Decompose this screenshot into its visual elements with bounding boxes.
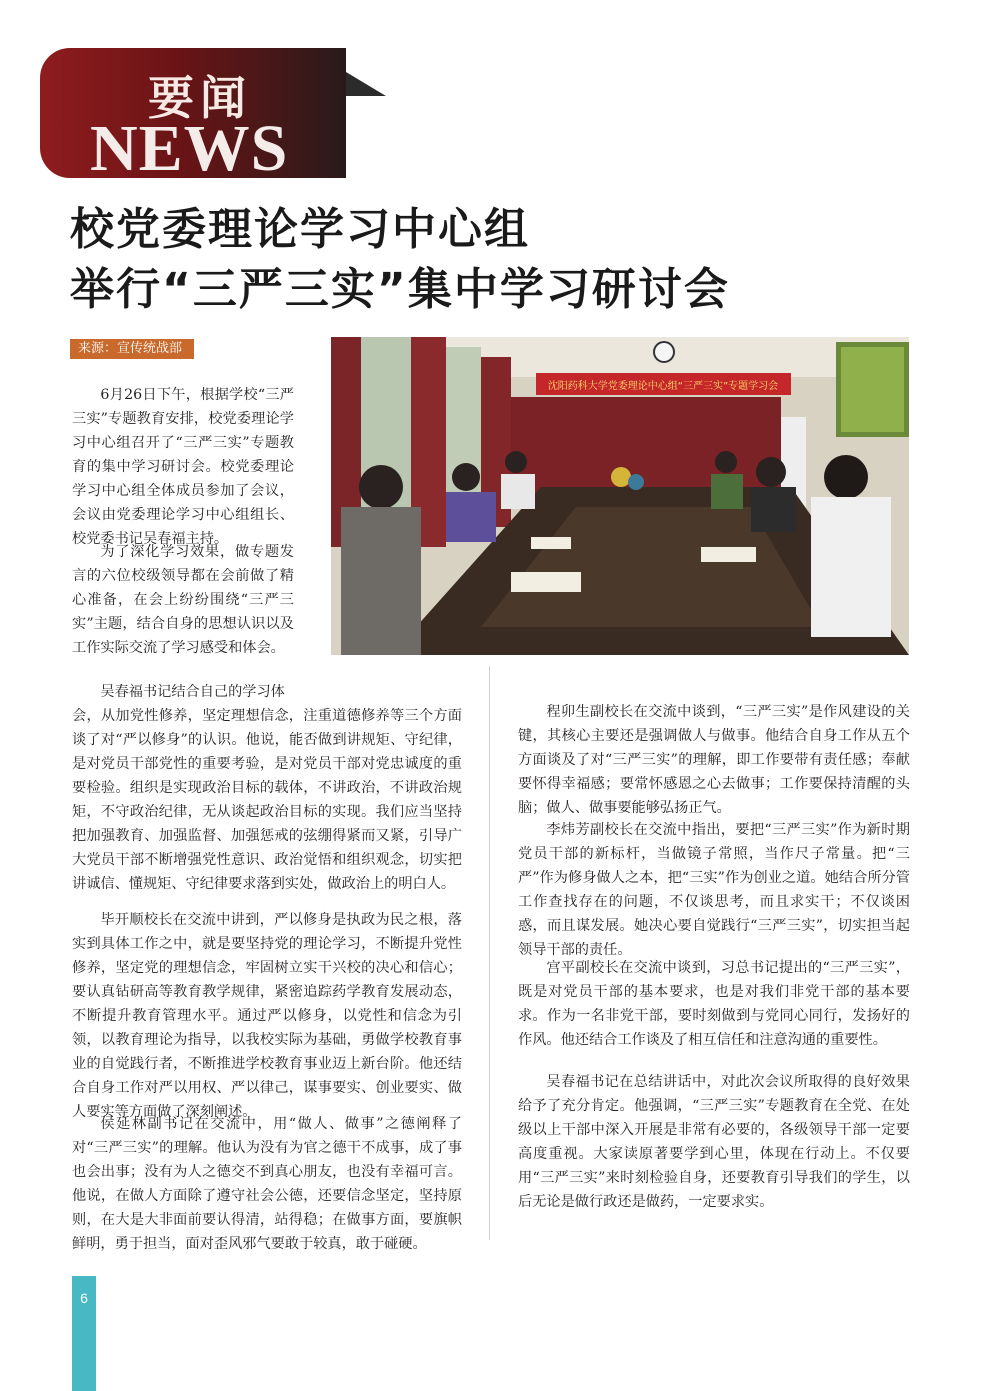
section-banner <box>40 48 346 178</box>
source-tag: 来源：宣传统战部 <box>70 339 194 359</box>
paragraph-1: 6月26日下午，根据学校“三严三实”专题教育安排，校党委理论学习中心组召开了“三严三实”专题教育的集中学习研讨会。校党委理论学习中心组全体成员参加了会议，会议由党委理论学习中心组组长、校党委书记吴春福主持。 <box>72 387 294 547</box>
page-number: 6 <box>80 1290 88 1306</box>
paragraph-7: 李炜芳副校长在交流中指出，要把“三严三实”作为新时期党员干部的新标杆，当做镜子常照，当作尺子常量。把“三严”作为修身做人之本，把“三实”作为创业之道。她结合所分管工作查找存在的问题，不仅谈思考，而且求实干；不仅谈困惑，而且谋发展。她决心要自觉践行“三严三实”，切实担当起领导干部的责任。 <box>518 822 910 958</box>
paragraph-4: 毕开顺校长在交流中讲到，严以修身是执政为民之根，落实到具体工作之中，就是要坚持党的理论学习，不断提升党性修养，坚定党的理想信念，牢固树立实干兴校的决心和信心；要认真钻研高等教育教学规律，紧密追踪药学教育发展动态，不断提升教育管理水平。通过严以修身，以党性和信念为引领，以教育理论为指导，以我校实际为基础，勇做学校教育事业的自觉践行者，不断推进学校教育事业迈上新台阶。他还结合自身工作对严以用权、严以律己，谋事要实、创业要实、做人要实等方面做了深刻阐述。 <box>72 912 462 1120</box>
banner-box <box>40 48 346 178</box>
section-title-cn: 要闻 <box>148 71 252 125</box>
article-title <box>70 200 730 320</box>
page-number-bar <box>72 1276 96 1391</box>
paragraph-8: 宫平副校长在交流中谈到，习总书记提出的“三严三实”，既是对党员干部的基本要求，也是对我们非党干部的基本要求。作为一名非党干部，要时刻做到与党同心同行，发扬好的作风。他还结合工作谈及了相互信任和注意沟通的重要性。 <box>518 960 910 1048</box>
meeting-photo <box>331 337 909 655</box>
paragraph-2: 为了深化学习效果，做专题发言的六位校级领导都在会前做了精心准备，在会上纷纷围绕“三严三实”主题，结合自身的思想认识以及工作实际交流了学习感受和体会。 <box>72 544 294 656</box>
paragraph-5: 侯延林副书记在交流中，用“做人、做事”之德阐释了对“三严三实”的理解。他认为没有为官之德干不成事，成了事也会出事；没有为人之德交不到真心朋友，也没有幸福可言。他说，在做人方面除了遵守社会公德，还要信念坚定，坚持原则，在大是大非面前要认得清，站得稳；在做事方面，要旗帜鲜明，勇于担当，面对歪风邪气要敢于较真，敢于碰硬。 <box>72 1116 462 1252</box>
title-line-1: 校党委理论学习中心组 <box>70 204 530 255</box>
banner-fold <box>346 72 386 96</box>
paragraph-3-cont: 会，从加党性修养，坚定理想信念，注重道德修养等三个方面谈了对“严以修身”的认识。他说，能否做到讲规矩、守纪律，是对党员干部党性的重要考验，是对党员干部对党忠诚度的重要检验。组织是实现政治目标的载体，不讲政治，不讲政治规矩，不守政治纪律，无从谈起政治目标的实现。我们应当坚持把加强教育、加强监督、加强惩戒的弦绷得紧而又紧，引导广大党员干部不断增强党性意识、政治觉悟和组织观念，切实把讲诚信、懂规矩、守纪律要求落到实处，做政治上的明白人。 <box>72 708 462 892</box>
photo-banner-text: 沈阳药科大学党委理论中心组“三严三实”专题学习会 <box>547 381 779 392</box>
column-divider <box>489 666 490 1240</box>
paragraph-3-start: 吴春福书记结合自己的学习体 <box>100 684 285 700</box>
paragraph-6: 程卯生副校长在交流中谈到，“三严三实”是作风建设的关键，其核心主要还是强调做人与做事。他结合自身工作从五个方面谈及了对“三严三实”的理解，即工作要带有责任感；奉献要怀得幸福感；要常怀感恩之心去做事；工作要保持清醒的头脑；做人、做事要能够弘扬正气。 <box>518 704 910 816</box>
paragraph-9: 吴春福书记在总结讲话中，对此次会议所取得的良好效果给予了充分肯定。他强调，“三严三实”专题教育在全党、在处级以上干部中深入开展是非常有必要的，各级领导干部一定要高度重视。大家读原著要学到心里，体现在行动上。不仅要用“三严三实”来时刻检验自身，还要教育引导我们的学生，以后无论是做行政还是做药，一定要求实。 <box>518 1074 910 1210</box>
section-title-en: NEWS <box>90 112 289 178</box>
title-line-2: 举行“三严三实”集中学习研讨会 <box>70 264 730 315</box>
